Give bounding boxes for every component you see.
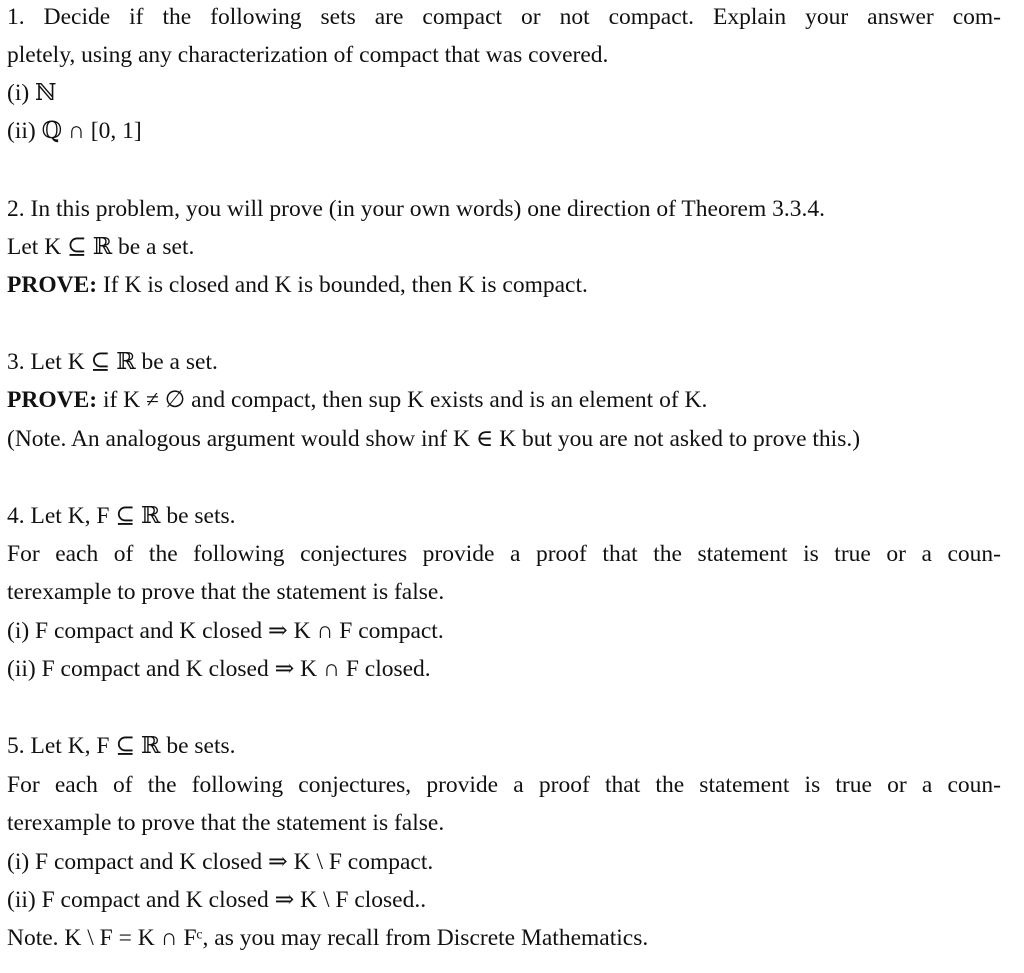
problem-2-prove-line (7, 270, 588, 300)
problem-5-instructions-line-1: For each of the following conjectures, provide a proof that the statement is true or a coun- (7, 772, 1001, 798)
problem-2-set-definition: Let K ⊆ ℝ be a set. (7, 234, 195, 260)
problem-5-part-i: (i) F compact and K closed ⇒ K \ F compact. (7, 849, 434, 875)
prove-label: PROVE: (7, 272, 98, 298)
problem-1-statement-line-1: 1. Decide if the following sets are compact or not compact. Explain your answer com- (7, 4, 1001, 30)
problem-4-part-i: (i) F compact and K closed ⇒ K ∩ F compact. (7, 618, 444, 644)
problem-1-part-ii: (ii) ℚ ∩ [0, 1] (7, 118, 142, 144)
prove-label: PROVE: (7, 387, 98, 413)
problem-3-note: (Note. An analogous argument would show inf K ∈ K but you are not asked to prove this.) (7, 426, 861, 452)
problem-4-part-ii: (ii) F compact and K closed ⇒ K ∩ F closed. (7, 656, 431, 682)
problem-1-part-i: (i) ℕ (7, 80, 57, 106)
problem-5-part-ii: (ii) F compact and K closed ⇒ K \ F closed.. (7, 887, 427, 913)
problem-3-set-definition: 3. Let K ⊆ ℝ be a set. (7, 349, 218, 375)
problem-4-instructions-line-1: For each of the following conjectures provide a proof that the statement is true or a coun- (7, 541, 1001, 567)
problem-4-instructions-line-2: terexample to prove that the statement is false. (7, 579, 445, 605)
prove-text: If K is closed and K is bounded, then K is compact. (102, 272, 588, 298)
problem-3-prove-line (7, 385, 707, 415)
problem-4-set-definition: 4. Let K, F ⊆ ℝ be sets. (7, 503, 236, 529)
problem-5-note: Note. K \ F = K ∩ Fᶜ, as you may recall from Discrete Mathematics. (7, 925, 649, 951)
problem-5-instructions-line-2: terexample to prove that the statement is false. (7, 810, 445, 836)
problem-5-set-definition: 5. Let K, F ⊆ ℝ be sets. (7, 733, 236, 759)
problem-2-statement: 2. In this problem, you will prove (in your own words) one direction of Theorem 3.3.4. (7, 196, 826, 222)
problem-1-statement-line-2: pletely, using any characterization of compact that was covered. (7, 42, 609, 68)
prove-text: if K ≠ ∅ and compact, then sup K exists and is an element of K. (102, 387, 708, 413)
